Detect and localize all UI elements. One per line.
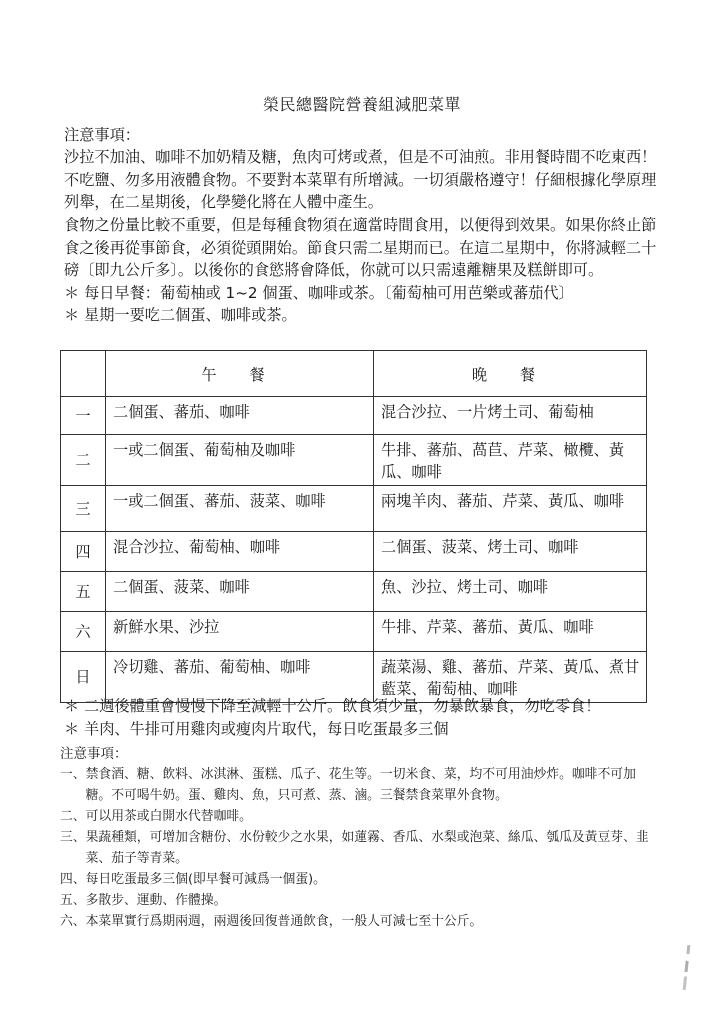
list-item-number: 五、 xyxy=(60,893,86,908)
lunch-cell: 新鮮水果、沙拉 xyxy=(106,612,374,652)
lunch-cell: 二個蛋、蕃茄、咖啡 xyxy=(106,397,374,435)
day-cell: 三 xyxy=(61,486,106,532)
intro-paragraph-2 xyxy=(64,214,664,327)
day-cell: 四 xyxy=(61,532,106,572)
table-row xyxy=(61,612,647,652)
list-item xyxy=(60,764,660,806)
table-header-row xyxy=(61,351,647,397)
day-cell: 五 xyxy=(61,572,106,612)
monday-note: ＊ 星期一要吃二個蛋、咖啡或茶。 xyxy=(64,306,297,324)
header-day xyxy=(61,351,106,397)
notes-2-heading: 注意事項： xyxy=(60,746,128,762)
after-table-notes xyxy=(64,695,664,741)
table-row xyxy=(61,397,647,435)
list-item-number: 二、 xyxy=(60,809,86,824)
list-item xyxy=(60,911,660,932)
list-item-number: 三、 xyxy=(60,830,86,845)
lunch-cell: 一或二個蛋、葡萄柚及咖啡 xyxy=(106,435,374,486)
intro-paragraph-1 xyxy=(64,146,664,214)
intro-paragraph-1-text: 沙拉不加油、咖啡不加奶精及糖，魚肉可烤或煮，但是不可油煎。非用餐時間不吃東西！不吃鹽、勿多用液體食物。不要對本菜單有所增減。一切須嚴格遵守！仔細根據化學原理列舉，在二星期後，化學變化將在人體中產生。 xyxy=(64,148,657,211)
dinner-cell: 混合沙拉、一片烤土司、葡萄柚 xyxy=(374,397,647,435)
table-row xyxy=(61,532,647,572)
list-item-text: 果蔬種類，可增加含糖份、水份較少之水果，如蓮霧、香瓜、水梨或泡菜、絲瓜、瓠瓜及黃豆芽、韭菜、茄子等青菜。 xyxy=(85,830,649,866)
table-row xyxy=(61,572,647,612)
list-item-number: 一、 xyxy=(60,767,86,782)
day-cell: 一 xyxy=(61,397,106,435)
list-item xyxy=(60,806,660,827)
lunch-cell: 一或二個蛋、蕃茄、菠菜、咖啡 xyxy=(106,486,374,532)
substitution-note: ＊ 羊肉、牛排可用雞肉或瘦肉片取代，每日吃蛋最多三個 xyxy=(64,720,449,738)
table-row xyxy=(61,486,647,532)
day-cell: 日 xyxy=(61,652,106,703)
list-item-text: 禁食酒、糖、飲料、冰淇淋、蛋糕、瓜子、花生等。一切米食、菜，均不可用油炒炸。咖啡不可加糖。不可喝牛奶。蛋、雞肉、魚，只可煮、蒸、滷。三餐禁食菜單外食物。 xyxy=(85,767,636,803)
dinner-cell: 牛排、蕃茄、萵苣、芹菜、橄欖、黃瓜、咖啡 xyxy=(374,435,647,486)
list-item xyxy=(60,827,660,869)
breakfast-note: ＊ 每日早餐：葡萄柚或 1~2 個蛋、咖啡或茶。〔葡萄柚可用芭樂或蕃茄代〕 xyxy=(64,283,574,302)
dinner-cell: 二個蛋、菠菜、烤土司、咖啡 xyxy=(374,532,647,572)
notes-2-list xyxy=(60,764,660,932)
list-item xyxy=(60,869,660,890)
list-item xyxy=(60,890,660,911)
list-item-text: 多散步、運動、作體操。 xyxy=(85,893,227,908)
lunch-cell: 冷切雞、蕃茄、葡萄柚、咖啡 xyxy=(106,652,374,703)
list-item-text: 本菜單實行爲期兩週，兩週後回復普通飲食，一般人可減七至十公斤。 xyxy=(85,914,483,929)
dinner-cell: 牛排、芹菜、蕃茄、黃瓜、咖啡 xyxy=(374,612,647,652)
lunch-cell: 二個蛋、菠菜、咖啡 xyxy=(106,572,374,612)
list-item-text: 可以用茶或白開水代替咖啡。 xyxy=(85,809,252,824)
day-cell: 六 xyxy=(61,612,106,652)
list-item-number: 六、 xyxy=(60,914,86,929)
weight-loss-note: ＊ 二週後體重會慢慢下降至減輕十公斤。飲食須少量，勿暴飲暴食，勿吃零食！ xyxy=(64,697,601,715)
list-item-text: 每日吃蛋最多三個(即早餐可減爲一個蛋)。 xyxy=(85,872,326,887)
header-lunch: 午 餐 xyxy=(106,351,374,397)
lunch-cell: 混合沙拉、葡萄柚、咖啡 xyxy=(106,532,374,572)
intro-paragraph-2-text: 食物之份量比較不重要，但是每種食物須在適當時間食用，以便得到效果。如果你終止節食之後再從事節食，必須從頭開始。節食只需二星期而已。在這二星期中，你將減輕二十磅〔即九公斤多〕。以後你的食慾將會降低，你就可以只需遠離糖果及糕餅即可。 xyxy=(64,216,657,279)
list-item-number: 四、 xyxy=(60,872,86,887)
menu-table xyxy=(60,350,647,703)
dinner-cell: 魚、沙拉、烤土司、咖啡 xyxy=(374,572,647,612)
header-dinner: 晚 餐 xyxy=(374,351,647,397)
document-title: 榮民總醫院營養組減肥菜單 xyxy=(262,95,461,114)
day-cell: 二 xyxy=(61,435,106,486)
dinner-cell: 兩塊羊肉、蕃茄、芹菜、黃瓜、咖啡 xyxy=(374,486,647,532)
table-row xyxy=(61,435,647,486)
notes-heading: 注意事項： xyxy=(64,126,140,144)
scan-artifact-mark xyxy=(683,945,691,990)
dinner-cell: 蔬菜湯、雞、蕃茄、芹菜、黃瓜、煮甘藍菜、葡萄柚、咖啡 xyxy=(374,652,647,703)
